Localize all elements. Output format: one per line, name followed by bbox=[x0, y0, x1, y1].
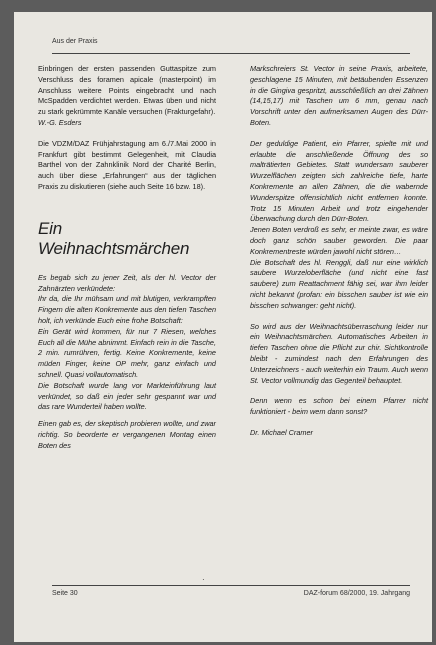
intro-paragraph: Einbringen der ersten passenden Guttaspitze zum Verschluss des foramen apicale (masterpoint) im Anschluss weitere Points eingebracht und nach McSpadden verdichtet werden. Etwas üben und nicht zu stark gekrümmte Kanäle versuchen (Frakturgefahr). bbox=[38, 64, 216, 117]
header-rule bbox=[52, 53, 410, 54]
story-paragraph-4: Die Botschaft wurde lang vor Markteinführung laut verkündet, so daß ein jeder sehr gespannt war und das rare Wunderteil haben wollte. bbox=[38, 380, 216, 412]
story-paragraph-2: Ihr da, die Ihr mühsam und mit blutigen, verkrampften Fingern die alten Konkremente aus den tiefen Taschen holt, ich verkünde Euch eine frohe Botschaft: bbox=[38, 294, 216, 325]
right-paragraph-3: Jenen Boten verdroß es sehr, er meinte zwar, es wäre doch ganz schön sauber geworden. Die paar Konkrementreste würden jawohl nicht stören… bbox=[250, 225, 428, 256]
story-paragraph-5: Einen gab es, der skeptisch probieren wollte, und zwar richtig. So beorderte er vergangenen Montag einen Boten des bbox=[38, 419, 216, 450]
right-paragraph-6: Denn wenn es schon bei einem Pfarrer nicht funktioniert - beim wem dann sonst? bbox=[250, 396, 428, 417]
journal-info: DAZ-forum 68/2000, 19. Jahrgang bbox=[303, 590, 410, 597]
section-header: Aus der Praxis bbox=[52, 38, 98, 45]
right-column bbox=[250, 64, 428, 439]
article-title: Ein Weihnachtsmärchen bbox=[38, 218, 190, 258]
right-paragraph-2: Der geduldige Patient, ein Pfarrer, spielte mit und erlaubte die anschließende Öffnung des so malträtierten Gebietes. Statt wundersam sauberer Wurzelflächen zeigten sich zahlreiche tiefe, harte Konkremente an allen Zähnen, die die wabernde Wunderspitze offensichtlich nicht entfernen konnte. Trotz 15 Minuten Arbeit und trotz eingehender Überwachung durch den Dürr-Boten. bbox=[250, 138, 428, 224]
page-number: Seite 30 bbox=[52, 590, 78, 597]
left-column bbox=[38, 64, 216, 452]
separator-dot: · bbox=[202, 575, 205, 584]
right-paragraph-5: So wird aus der Weihnachtsüberraschung leider nur ein Weihnachtsmärchen. Automatisches Arbeiten in tiefen Taschen ohne die Pflicht zur chir. Sichtkontrolle bleibt - zumindest nach den Erfahrungen des Unterzeichners - auch weiterhin ein Traum. Auch wenn St. Vector vollmundig das Gegenteil behauptet. bbox=[250, 321, 428, 385]
story-paragraph-1: Es begab sich zu jener Zeit, als der hl. Vector der Zahnärzten verkündete: bbox=[38, 272, 216, 293]
author-signature: W.-G. Esders bbox=[38, 117, 82, 127]
right-paragraph-1: Markschreiers St. Vector in seine Praxis, arbeitete, geschlagene 15 Minuten, mit betäubenden Essenzen in die Gingiva gespritzt, ausschließlich an drei Zähnen (14,15,17) mit Taschen um 6 mm, genau nach Vorschrift unter den aufmerksamen Augen des Dürr-Boten. bbox=[250, 64, 428, 127]
article-signature: Dr. Michael Cramer bbox=[250, 427, 313, 437]
right-paragraph-4: Die Botschaft des hl. Renggli, daß nur eine wirklich saubere Wurzeloberfläche (und nicht eine fast saubere) zum Reattachment fähig sei, war ihm leider nicht bekannt (profan: ein bisschen sauber ist wie ein bisschen schwanger: geht nicht). bbox=[250, 257, 428, 310]
footer-rule bbox=[52, 585, 410, 586]
document-page bbox=[14, 12, 432, 642]
announcement-paragraph: Die VDZM/DAZ Frühjahrstagung am 6./7.Mai 2000 in Frankfurt gibt bestimmt Gelegenheit, mit Claudia Barthel von der Zahnklinik Nord der Charité Berlin, auch über diese „Erfahrungen“ aus der täglichen Praxis zu diskutieren (siehe auch Seite 16 bzw. 18). bbox=[38, 138, 216, 191]
story-paragraph-3: Ein Gerät wird kommen, für nur 7 Riesen, welches Euch all die Mühe abnimmt. Einfach rein in die Tasche, 2 min. rumrühren, fertig. Keine Konkremente, keine müden Finger, keine OP mehr, ganz einfach und schnell. Quasi vollautomatisch. bbox=[38, 326, 216, 379]
